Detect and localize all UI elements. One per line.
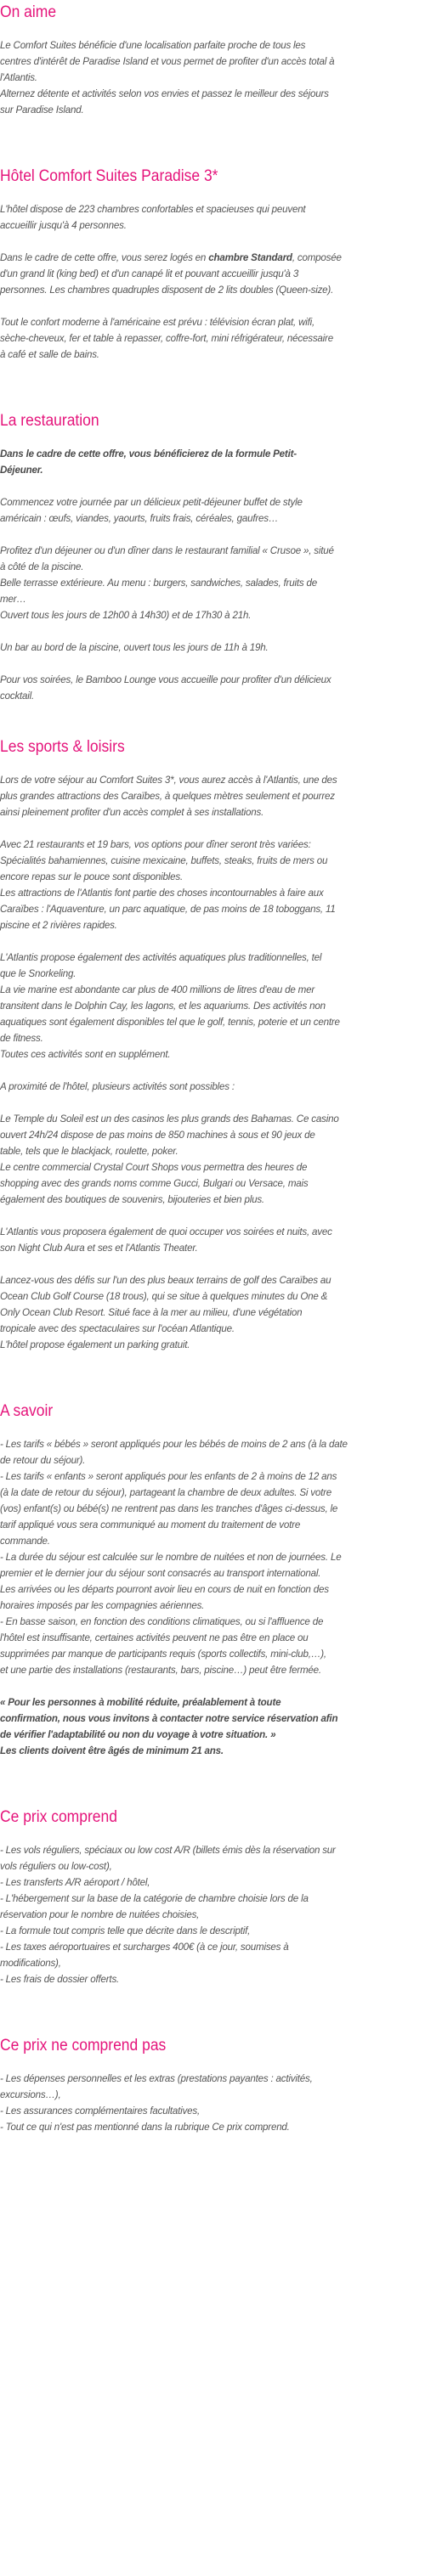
bold-text: Dans le cadre de cette offre, vous bénéficierez de la formule Petit- (0, 448, 297, 459)
text-line: également des boutiques de souvenirs, bijouteries et bien plus. (0, 1194, 264, 1205)
text-line: plus grandes attractions des Caraïbes, à quelques mètres seulement et pourrez (0, 791, 335, 802)
text-line: ainsi pleinement profiter d'un accès complet à ses installations. (0, 807, 264, 818)
text-line: Profitez d'un déjeuner ou d'un dîner dans le restaurant familial « Crusoe », situé (0, 545, 334, 556)
blank-line (0, 1678, 420, 1694)
text-line: sèche-cheveux, fer et table à repasser, coffre-fort, mini réfrigérateur, nécessaire (0, 333, 333, 344)
text-line: Commencez votre journée par un délicieux petit-déjeuner buffet de style (0, 497, 303, 508)
text-line: et une partie des installations (restaurants, bars, piscine…) peut être fermée. (0, 1665, 321, 1676)
section-sports (0, 738, 420, 1353)
text-line: encore repas sur le pouce sont disponibles. (0, 871, 184, 882)
bold-text: de vérifier l'adaptabilité ou non du voyage à votre situation. » (0, 1729, 276, 1740)
text-line: vols réguliers ou low-cost), (0, 1861, 112, 1872)
text-line: Ouvert tous les jours de 12h00 à 14h30) et de 17h30 à 21h. (0, 610, 252, 621)
text-line: piscine et 2 rivières rapides. (0, 920, 117, 931)
text-line: tropicale avec des spectaculaires sur l'océan Atlantique. (0, 1323, 235, 1334)
text-line: l'hôtel est insuffisante, certaines activités peuvent ne pas être en place ou (0, 1632, 309, 1643)
bold-text: chambre Standard (208, 252, 292, 263)
section-body (0, 1842, 420, 1987)
text-line: Le Comfort Suites bénéficie d'une localisation parfaite proche de tous les (0, 40, 306, 51)
section-title: Ce prix comprend (0, 1808, 117, 1826)
text-line: Caraïbes : l'Aquaventure, un parc aquatique, de pas moins de 18 toboggans, 11 (0, 904, 336, 915)
text-line: Tout le confort moderne à l'américaine est prévu : télévision écran plat, wifi, (0, 317, 315, 328)
text-line: Alternez détente et activités selon vos envies et passez le meilleur des séjours (0, 88, 329, 99)
blank-line (0, 933, 420, 950)
text-line: ouvert 24h/24 dispose de pas moins de 850 machines à sous et 90 jeux de (0, 1130, 315, 1141)
section-body (0, 2071, 420, 2135)
bold-text: confirmation, nous vous invitons à contacter notre service réservation afin (0, 1713, 338, 1724)
text-line (0, 462, 420, 478)
section-title: A savoir (0, 1402, 54, 1420)
section-body (0, 37, 420, 118)
text-line: cocktail. (0, 691, 35, 702)
section-restauration (0, 412, 420, 704)
bold-text: Déjeuner. (0, 465, 43, 476)
text-line (0, 1694, 420, 1711)
text-line: Le Temple du Soleil est un des casinos les plus grands des Bahamas. Ce casino (0, 1113, 339, 1125)
text-line: premier et le dernier jour du séjour sont consacrés au transport international. (0, 1568, 321, 1579)
section-title: Hôtel Comfort Suites Paradise 3* (0, 167, 218, 185)
text-line: Lors de votre séjour au Comfort Suites 3*, vous aurez accès à l'Atlantis, une des (0, 775, 337, 786)
text-line: mer… (0, 594, 26, 605)
section-body (0, 446, 420, 704)
text-line: shopping avec des grands noms comme Gucci, Bulgari ou Versace, mais (0, 1178, 309, 1189)
text-line (0, 1743, 420, 1759)
text-line: à côté de la piscine. (0, 561, 84, 572)
section-a-savoir (0, 1402, 420, 1759)
text-line: son Night Club Aura et ses et l'Atlantis Theater. (0, 1243, 198, 1254)
text-line: Un bar au bord de la piscine, ouvert tous les jours de 11h à 19h. (0, 642, 269, 653)
text-line: Only Ocean Club Resort. Situé face à la mer au milieu, d'une végétation (0, 1307, 303, 1318)
section-title: Les sports & loisirs (0, 738, 125, 756)
text-line: réservation pour le nombre de nuitées choisies, (0, 1909, 200, 1920)
text-line: Pour vos soirées, le Bamboo Lounge vous accueille pour profiter d'un délicieux (0, 674, 332, 685)
text-line: - Les taxes aéroportuaires et surcharges 400€ (à ce jour, soumises à (0, 1942, 289, 1953)
text-line: - Les tarifs « bébés » seront appliqués pour les bébés de moins de 2 ans (à la date (0, 1439, 348, 1450)
blank-line (0, 1095, 420, 1111)
text-line: Spécialités bahamiennes, cuisine mexicaine, buffets, steaks, fruits de mers ou (0, 855, 328, 866)
blank-line (0, 623, 420, 640)
text-line: américain : œufs, viandes, yaourts, fruits frais, céréales, gaufres… (0, 513, 279, 524)
bold-text: « Pour les personnes à mobilité réduite, préalablement à toute (0, 1697, 281, 1708)
section-body (0, 772, 420, 1353)
section-prix-ne-comprend (0, 2037, 420, 2135)
text-line: - Tout ce qui n'est pas mentionné dans la rubrique Ce prix comprend. (0, 2122, 290, 2133)
text-line (0, 446, 420, 462)
text-line: accueillir jusqu'à 4 personnes. (0, 220, 127, 231)
text-line (0, 1711, 420, 1727)
text-line: La vie marine est abondante car plus de 400 millions de litres d'eau de mer (0, 984, 315, 995)
text-line: aquatiques sont également disponibles tel que le golf, tennis, poterie et un centre (0, 1017, 340, 1028)
text-line: Lancez-vous des défis sur l'un des plus beaux terrains de golf des Caraïbes au (0, 1275, 332, 1286)
text-line: sur Paradise Island. (0, 104, 84, 116)
text-line: - Les vols réguliers, spéciaux ou low cost A/R (billets émis dès la réservation sur (0, 1845, 336, 1856)
text-line: Les attractions de l'Atlantis font partie des choses incontournables à faire aux (0, 888, 324, 899)
text-line: personnes. Les chambres quadruples disposent de 2 lits doubles (Queen-size). (0, 285, 334, 296)
text-line: - Les dépenses personnelles et les extras (prestations payantes : activités, (0, 2073, 313, 2084)
bold-text: Les clients doivent être âgés de minimum 21 ans. (0, 1745, 224, 1756)
text-line: - La durée du séjour est calculée sur le nombre de nuitées et non de journées. Le (0, 1552, 342, 1563)
text-line: excursions…), (0, 2089, 61, 2100)
blank-line (0, 478, 420, 494)
text-line: (à la date de retour du séjour), partageant la chambre de deux adultes. Si votre (0, 1487, 332, 1498)
text-line: - Les tarifs « enfants » seront appliqués pour les enfants de 2 à moins de 12 ans (0, 1471, 337, 1482)
text-line (0, 1727, 420, 1743)
section-title: La restauration (0, 412, 99, 430)
blank-line (0, 820, 420, 837)
text-line: de fitness. (0, 1033, 43, 1044)
text-line: - En basse saison, en fonction des conditions climatiques, ou si l'affluence de (0, 1616, 324, 1627)
text-line: à café et salle de bains. (0, 349, 99, 360)
text-line: - Les assurances complémentaires facultatives, (0, 2105, 201, 2117)
blank-line (0, 527, 420, 543)
text-line: - Les frais de dossier offerts. (0, 1974, 120, 1985)
text-line: de retour du séjour). (0, 1455, 86, 1466)
text-line: Belle terrasse extérieure. Au menu : burgers, sandwiches, salades, fruits de (0, 578, 317, 589)
text-line: tarif appliqué vous sera communiqué au moment du traitement de votre (0, 1519, 301, 1530)
text-line: Le centre commercial Crystal Court Shops vous permettra des heures de (0, 1162, 308, 1173)
blank-line (0, 1208, 420, 1224)
section-body (0, 1436, 420, 1759)
text-line: L'hôtel dispose de 223 chambres confortables et spacieuses qui peuvent (0, 204, 306, 215)
text-line: transitent dans le Dolphin Cay, les lagons, et les aquariums. Des activités non (0, 1001, 326, 1012)
text-line: centres d'intérêt de Paradise Island et vous permet de profiter d'un accès total à (0, 56, 335, 67)
text-line: table, tels que le blackjack, roulette, poker. (0, 1146, 178, 1157)
section-body (0, 201, 420, 363)
text-line: horaires imposés par les compagnies aériennes. (0, 1600, 205, 1611)
text-line: Avec 21 restaurants et 19 bars, vos options pour dîner seront très variées: (0, 839, 311, 850)
text-line: que le Snorkeling. (0, 968, 76, 979)
blank-line (0, 1063, 420, 1079)
text-line: L'Atlantis propose également des activités aquatiques plus traditionnelles, tel (0, 952, 322, 963)
section-prix-comprend (0, 1808, 420, 1987)
text-line: - La formule tout compris telle que décrite dans le descriptif, (0, 1925, 251, 1936)
blank-line (0, 234, 420, 250)
section-hotel (0, 167, 420, 363)
text-line: modifications), (0, 1958, 61, 1969)
blank-line (0, 656, 420, 672)
text-line: d'un grand lit (king bed) et d'un canapé lit et pouvant accueillir jusqu'à 3 (0, 268, 299, 279)
text-line: Les arrivées ou les départs pourront avoir lieu en cours de nuit en fonction des (0, 1584, 329, 1595)
text-line: Toutes ces activités sont en supplément. (0, 1049, 171, 1060)
text-line: supprimées par manque de participants requis (sports collectifs, mini-club,…), (0, 1649, 326, 1660)
section-title: On aime (0, 3, 57, 21)
text-line: - Les transferts A/R aéroport / hôtel, (0, 1877, 150, 1888)
text-line: - L'hébergement sur la base de la catégorie de chambre choisie lors de la (0, 1893, 309, 1904)
text-line: A proximité de l'hôtel, plusieurs activités sont possibles : (0, 1081, 235, 1092)
text-line: l'Atlantis. (0, 72, 37, 83)
section-on-aime (0, 0, 420, 118)
text-line: L'hôtel propose également un parking gratuit. (0, 1339, 190, 1350)
blank-line (0, 298, 420, 314)
section-title: Ce prix ne comprend pas (0, 2037, 167, 2055)
text-line: commande. (0, 1536, 50, 1547)
text-line: Ocean Club Golf Course (18 trous), qui se situe à quelques minutes du One & (0, 1291, 328, 1302)
text-line: (vos) enfant(s) ou bébé(s) ne rentrent pas dans les tranches d'âges ci-dessus, le (0, 1503, 338, 1514)
text-line: Dans le cadre de cette offre, vous serez logés en chambre Standard, composée (0, 252, 342, 263)
blank-line (0, 1256, 420, 1272)
text-line: L'Atlantis vous proposera également de quoi occuper vos soirées et nuits, avec (0, 1226, 332, 1237)
